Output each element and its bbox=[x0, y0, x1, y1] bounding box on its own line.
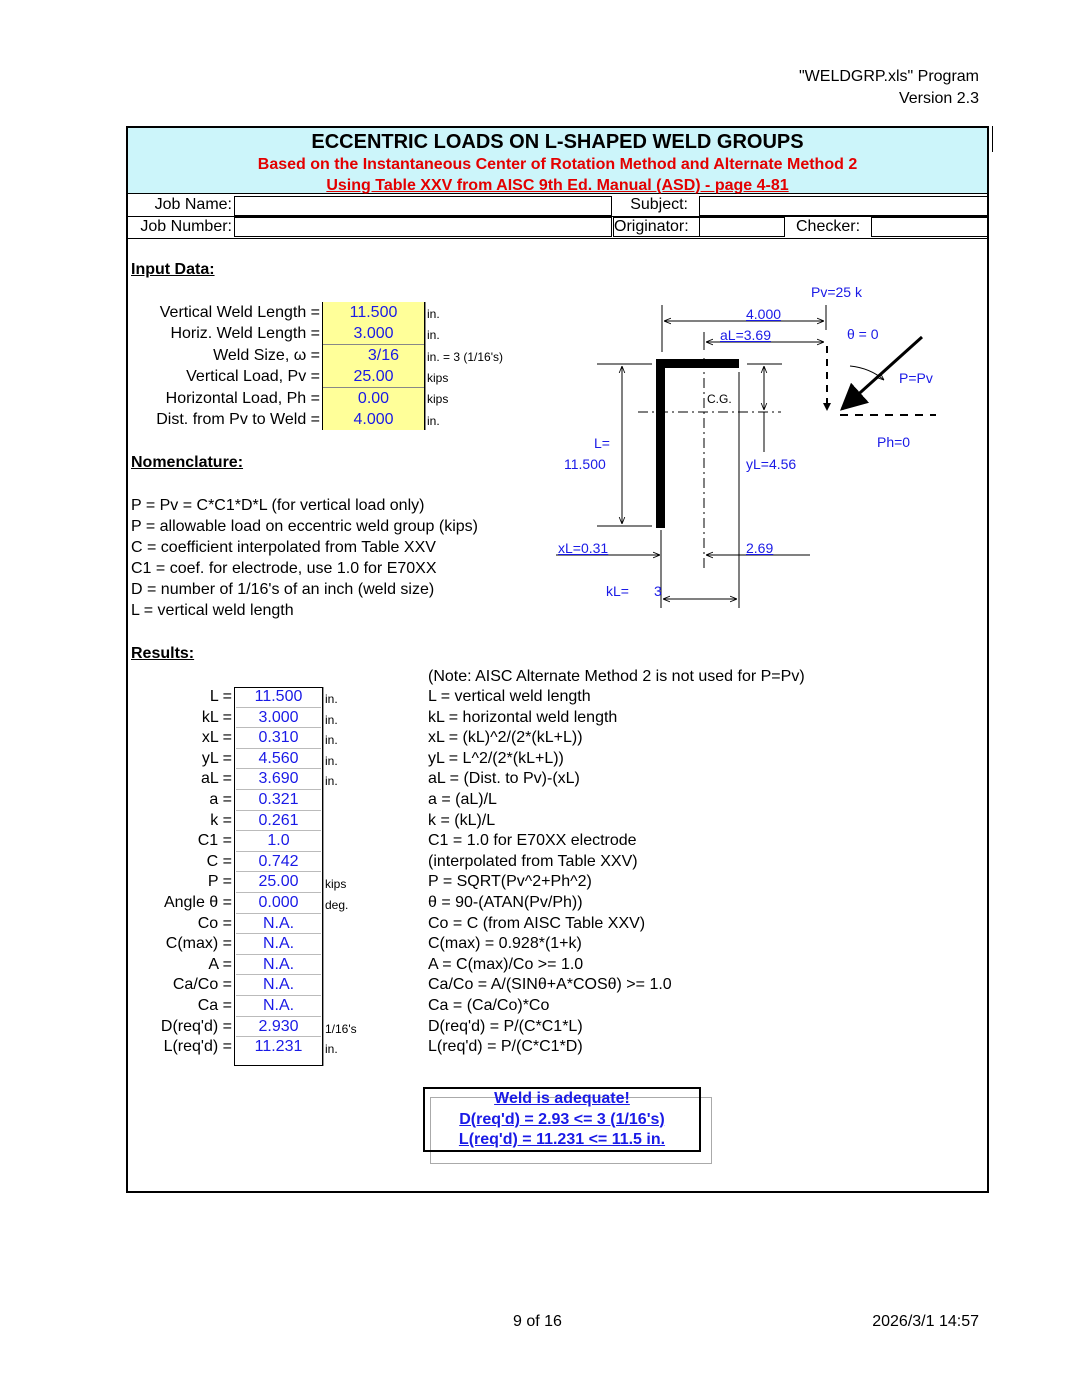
originator-field[interactable] bbox=[699, 217, 785, 237]
pv-label: Pv=25 k bbox=[811, 284, 862, 300]
result-label: k = bbox=[210, 811, 232, 829]
result-unit: in. bbox=[325, 712, 338, 727]
result-formula: k = (kL)/L bbox=[428, 811, 496, 829]
results-table bbox=[126, 687, 826, 1067]
nomenclature-heading: Nomenclature: bbox=[131, 454, 244, 471]
l-value-label: 11.500 bbox=[564, 456, 606, 472]
conclusion-l-check: L(req'd) = 11.231 <= 11.5 in. bbox=[458, 1131, 666, 1148]
cg-label: C.G. bbox=[707, 392, 732, 406]
theta-label: θ = 0 bbox=[847, 326, 879, 342]
input-label-vertical-length: Vertical Weld Length = bbox=[159, 304, 320, 321]
result-value: 0.310 bbox=[236, 728, 321, 749]
result-label: Co = bbox=[197, 914, 232, 932]
input-distance[interactable]: 4.000 bbox=[323, 409, 424, 430]
result-value: 11.500 bbox=[236, 687, 321, 708]
nomenclature-line: P = Pv = C*C1*D*L (for vertical load only) bbox=[131, 497, 425, 514]
result-formula: Ca/Co = A/(SINθ+A*COSθ) >= 1.0 bbox=[428, 976, 672, 994]
input-label-distance: Dist. from Pv to Weld = bbox=[156, 411, 320, 428]
result-value: N.A. bbox=[236, 975, 321, 996]
results-heading: Results: bbox=[131, 645, 195, 662]
input-unit-1: in. bbox=[427, 328, 440, 342]
job-number-field[interactable] bbox=[234, 217, 612, 237]
result-value: 0.321 bbox=[236, 790, 321, 811]
result-formula: A = C(max)/Co >= 1.0 bbox=[428, 955, 584, 973]
page-number: 9 of 16 bbox=[513, 1313, 562, 1330]
result-value: 1.0 bbox=[236, 831, 321, 852]
subject-label: Subject: bbox=[630, 196, 688, 213]
input-label-horizontal-load: Horizontal Load, Ph = bbox=[165, 389, 320, 407]
nomenclature-line: L = vertical weld length bbox=[131, 602, 294, 619]
job-name-field[interactable] bbox=[234, 196, 612, 216]
job-name-label: Job Name: bbox=[154, 196, 232, 213]
result-label: L = bbox=[209, 688, 232, 705]
input-horiz-length[interactable]: 3.000 bbox=[323, 323, 424, 345]
checker-field[interactable] bbox=[871, 217, 989, 237]
result-unit: in. bbox=[325, 774, 338, 789]
conclusion-box bbox=[423, 1087, 701, 1152]
result-label: yL = bbox=[201, 749, 232, 767]
result-label: Ca/Co = bbox=[172, 976, 232, 994]
input-label-horiz-length: Horiz. Weld Length = bbox=[170, 325, 320, 343]
result-formula: θ = 90-(ATAN(Pv/Ph)) bbox=[428, 894, 583, 911]
result-label: C(max) = bbox=[165, 935, 232, 953]
job-info bbox=[126, 194, 989, 238]
result-formula: D(req'd) = P/(C*C1*L) bbox=[428, 1017, 583, 1035]
result-formula: xL = (kL)^2/(2*(kL+L)) bbox=[428, 729, 583, 747]
result-label: C1 = bbox=[197, 832, 232, 850]
nomenclature-line: C1 = coef. for electrode, use 1.0 for E70XX bbox=[131, 560, 437, 577]
input-unit-5: in. bbox=[427, 413, 440, 428]
subtitle-reference: Using Table XXV from AISC 9th Ed. Manual (ASD) - page 4-81 bbox=[326, 177, 789, 194]
result-formula: P = SQRT(Pv^2+Ph^2) bbox=[428, 873, 592, 891]
result-value: 3.000 bbox=[236, 708, 321, 729]
result-value: N.A. bbox=[236, 914, 321, 935]
result-label: L(req'd) = bbox=[163, 1038, 232, 1056]
result-formula: Co = C (from AISC Table XXV) bbox=[428, 914, 646, 932]
result-value: 25.00 bbox=[236, 872, 321, 893]
input-unit-0: in. bbox=[427, 307, 440, 321]
result-value: 0.742 bbox=[236, 852, 321, 873]
results-note: (Note: AISC Alternate Method 2 is not used for P=Pv) bbox=[428, 668, 805, 685]
result-unit: kips bbox=[325, 877, 347, 892]
print-datetime: 2026/3/1 14:57 bbox=[872, 1313, 979, 1330]
result-unit: 1/16's bbox=[325, 1021, 357, 1036]
result-formula: C1 = 1.0 for E70XX electrode bbox=[428, 832, 637, 850]
result-formula: kL = horizontal weld length bbox=[428, 708, 618, 726]
l-label: L= bbox=[594, 435, 610, 451]
nomenclature-line: P = allowable load on eccentric weld group (kips) bbox=[131, 518, 479, 535]
input-unit-4: kips bbox=[427, 392, 449, 406]
kl-label: kL= bbox=[606, 583, 629, 599]
result-value: 0.000 bbox=[236, 893, 321, 914]
program-header bbox=[799, 66, 979, 110]
results-unit-divider bbox=[323, 687, 325, 1066]
ph-label: Ph=0 bbox=[877, 434, 911, 450]
xl-label: xL=0.31 bbox=[558, 540, 609, 556]
conclusion-status: Weld is adequate! bbox=[494, 1090, 630, 1107]
result-value: 2.930 bbox=[236, 1017, 321, 1038]
result-unit: in. bbox=[325, 692, 338, 706]
subtitle-method: Based on the Instantaneous Center of Rotation Method and Alternate Method 2 bbox=[257, 156, 858, 173]
result-value: 0.261 bbox=[236, 811, 321, 832]
result-unit: in. bbox=[325, 1042, 338, 1057]
originator-label: Originator: bbox=[614, 218, 689, 235]
result-label: D(req'd) = bbox=[160, 1017, 232, 1035]
result-formula: a = (aL)/L bbox=[428, 791, 497, 808]
input-vertical-length[interactable]: 11.500 bbox=[323, 302, 424, 324]
right-dim-label: 2.69 bbox=[746, 540, 774, 556]
input-vertical-load[interactable]: 25.00 bbox=[323, 366, 424, 388]
result-label: A = bbox=[208, 955, 232, 973]
nomenclature-list bbox=[131, 495, 478, 621]
input-label-vertical-load: Vertical Load, Pv = bbox=[186, 368, 320, 386]
conclusion-d-check: D(req'd) = 2.93 <= 3 (1/16's) bbox=[459, 1110, 665, 1128]
result-unit: in. bbox=[325, 753, 338, 768]
unit-divider bbox=[425, 302, 427, 430]
pv-arrowhead bbox=[823, 403, 831, 411]
originator-label-box bbox=[613, 217, 699, 237]
yl-label: yL=4.56 bbox=[746, 456, 797, 472]
result-label: a = bbox=[209, 791, 232, 808]
program-version: Version 2.3 bbox=[898, 90, 979, 107]
result-formula: L = vertical weld length bbox=[428, 688, 591, 705]
result-label: kL = bbox=[201, 708, 232, 726]
result-label: P = bbox=[207, 873, 232, 891]
result-formula: aL = (Dist. to Pv)-(xL) bbox=[428, 770, 580, 788]
checker-label: Checker: bbox=[796, 218, 861, 235]
input-weld-size[interactable] bbox=[323, 345, 424, 367]
result-label: aL = bbox=[201, 770, 232, 788]
program-name: "WELDGRP.xls" Program bbox=[799, 68, 979, 85]
result-label: C = bbox=[206, 852, 232, 870]
result-value: 3.690 bbox=[236, 769, 321, 790]
result-unit: deg. bbox=[325, 898, 349, 912]
nomenclature-line: D = number of 1/16's of an inch (weld size) bbox=[131, 581, 435, 598]
p-equals-label: P=Pv bbox=[899, 370, 933, 386]
result-formula: Ca = (Ca/Co)*Co bbox=[428, 997, 550, 1014]
result-unit: in. bbox=[325, 733, 338, 748]
kl-value-label: 3 bbox=[654, 583, 662, 599]
input-label-weld-size: Weld Size, ω = bbox=[213, 346, 320, 364]
input-unit-3: kips bbox=[427, 371, 449, 385]
result-formula: C(max) = 0.928*(1+k) bbox=[428, 935, 582, 953]
result-value: N.A. bbox=[236, 934, 321, 955]
result-formula: L(req'd) = P/(C*C1*D) bbox=[428, 1038, 583, 1056]
job-number-label: Job Number: bbox=[140, 218, 232, 235]
result-label: Ca = bbox=[197, 997, 232, 1014]
result-value: 4.560 bbox=[236, 749, 321, 770]
result-label: xL = bbox=[201, 729, 232, 747]
theta-arc bbox=[850, 366, 884, 380]
input-horizontal-load[interactable]: 0.00 bbox=[323, 388, 424, 410]
input-unit-2: in. = 3 (1/16's) bbox=[427, 349, 503, 364]
page-title: ECCENTRIC LOADS ON L-SHAPED WELD GROUPS bbox=[311, 131, 804, 153]
result-label: Angle θ = bbox=[163, 894, 232, 911]
result-formula: yL = L^2/(2*(kL+L)) bbox=[428, 749, 564, 767]
input-weld-size-value: 3/16 bbox=[367, 346, 399, 364]
input-heading: Input Data: bbox=[131, 261, 215, 278]
result-value: 11.231 bbox=[254, 1038, 303, 1056]
nomenclature-line: C = coefficient interpolated from Table XXV bbox=[131, 539, 436, 556]
horizontal-weld bbox=[656, 359, 739, 368]
result-value: N.A. bbox=[236, 955, 321, 976]
title-box bbox=[126, 126, 989, 194]
dist-label: 4.000 bbox=[746, 306, 782, 322]
al-label: aL=3.69 bbox=[720, 327, 771, 343]
result-formula: (interpolated from Table XXV) bbox=[428, 852, 638, 870]
result-value: N.A. bbox=[236, 996, 321, 1017]
vertical-weld bbox=[656, 359, 665, 528]
subject-field[interactable] bbox=[699, 196, 989, 216]
